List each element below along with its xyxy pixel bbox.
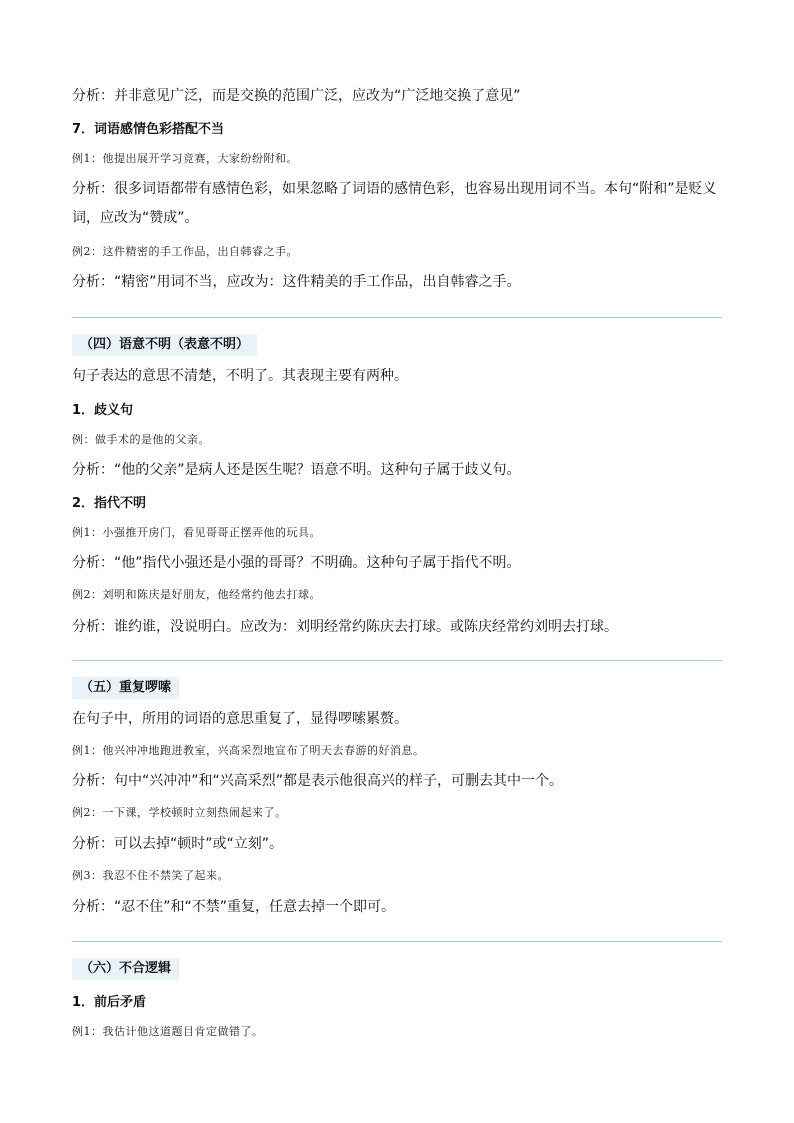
analysis-text: 分析：“忍不住”和“不禁”重复，任意去掉一个即可。 (72, 899, 396, 915)
body-text: 在句子中，所用的词语的意思重复了，显得啰嗦累赘。 (72, 711, 408, 727)
analysis-text: 分析：并非意见广泛，而是交换的范围广泛，应改为“广泛地交换了意见” (72, 88, 521, 104)
section-divider (72, 660, 722, 661)
example-text: 例：做手术的是他的父亲。 (72, 433, 210, 446)
section-heading-5: （五）重复啰嗦 (72, 677, 179, 699)
subheading-2: 2．指代不明 (72, 496, 147, 511)
example-text: 例1：他提出展开学习竞赛，大家纷纷附和。 (72, 152, 298, 165)
analysis-text: 分析：“他”指代小强还是小强的哥哥？不明确。这种句子属于指代不明。 (72, 555, 521, 571)
example-text: 例1：他兴冲冲地跑进教室，兴高采烈地宣布了明天去春游的好消息。 (72, 744, 425, 757)
section-divider (72, 941, 722, 942)
example-text: 例1：小强推开房门，看见哥哥正摆弄他的玩具。 (72, 526, 321, 539)
subheading-1: 1．歧义句 (72, 403, 134, 418)
analysis-text: 分析：“他的父亲”是病人还是医生呢？语意不明。这种句子属于歧义句。 (72, 462, 521, 478)
analysis-text: 分析：很多词语都带有感情色彩，如果忽略了词语的感情色彩，也容易出现用词不当。本句“附和”是贬义词，应改为“赞成”。 (72, 181, 717, 226)
section-heading-6: （六）不合逻辑 (72, 958, 179, 980)
analysis-text: 分析：谁约谁，没说明白。应改为：刘明经常约陈庆去打球。或陈庆经常约刘明去打球。 (72, 619, 618, 635)
example-text: 例2：刘明和陈庆是好朋友，他经常约他去打球。 (72, 588, 321, 601)
example-text: 例2：这件精密的手工作品，出自韩睿之手。 (72, 245, 298, 258)
example-text: 例1：我估计他这道题目肯定做错了。 (72, 1025, 264, 1038)
section-heading-4: （四）语意不明（表意不明） (72, 334, 257, 356)
analysis-text: 分析：“精密”用词不当，应改为：这件精美的手工作品，出自韩睿之手。 (72, 274, 521, 290)
analysis-text: 分析：可以去掉“顿时”或“立刻”。 (72, 836, 284, 852)
body-text: 句子表达的意思不清楚，不明了。其表现主要有两种。 (72, 368, 408, 384)
subheading-7: 7．词语感情色彩搭配不当 (72, 122, 225, 137)
example-text: 例2：一下课，学校顿时立刻热闹起来了。 (72, 806, 287, 819)
subheading-1: 1．前后矛盾 (72, 995, 147, 1010)
analysis-text: 分析：句中“兴冲冲”和“兴高采烈”都是表示他很高兴的样子，可删去其中一个。 (72, 773, 564, 789)
section-divider (72, 317, 722, 318)
example-text: 例3：我忍不住不禁笑了起来。 (72, 869, 229, 882)
